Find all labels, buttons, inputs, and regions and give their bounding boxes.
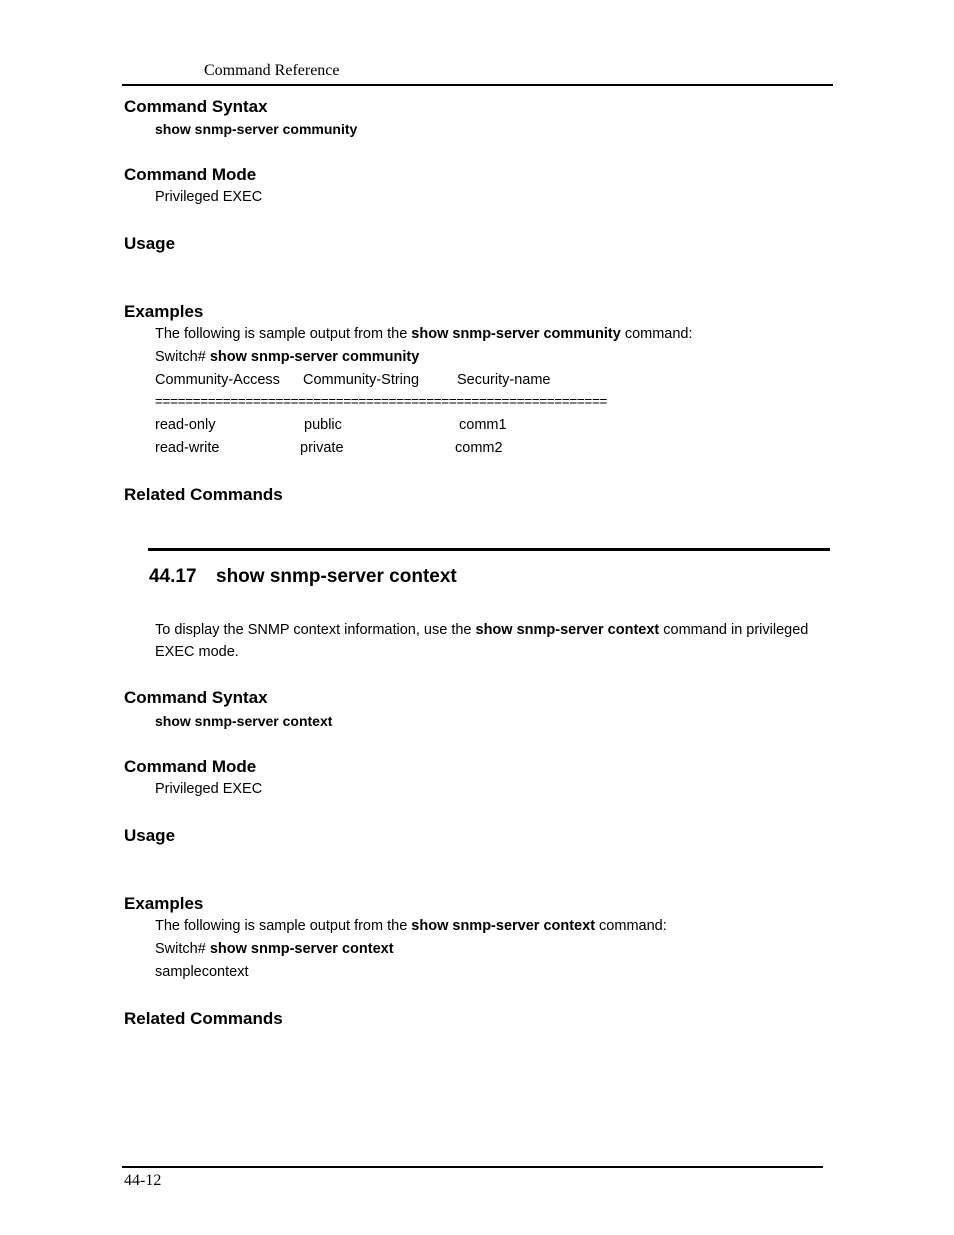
usage-heading: Usage [124, 234, 176, 253]
example-intro: The following is sample output from the show snmp-server context command: [155, 918, 667, 934]
syntax-command: show snmp-server context [155, 713, 333, 729]
table-header-cell: Community-String [303, 372, 420, 388]
table-cell: read-write [155, 440, 220, 456]
example-prompt: Switch# show snmp-server context [155, 941, 394, 957]
section-rule [148, 548, 830, 551]
table-cell: read-only [155, 417, 216, 433]
command-mode-value: Privileged EXEC [155, 781, 263, 797]
footer-rule [122, 1166, 823, 1168]
command-syntax-heading: Command Syntax [124, 97, 268, 116]
related-commands-heading: Related Commands [124, 485, 283, 504]
examples-heading: Examples [124, 894, 204, 913]
example-prompt: Switch# show snmp-server community [155, 349, 420, 365]
examples-heading: Examples [124, 302, 204, 321]
related-commands-heading: Related Commands [124, 1009, 283, 1028]
table-header-cell: Security-name [457, 372, 551, 388]
table-separator: ============================================================ [155, 394, 608, 409]
header-rule [122, 84, 833, 86]
syntax-command: show snmp-server community [155, 121, 358, 137]
section-title-text: show snmp-server context [216, 566, 457, 587]
command-mode-heading: Command Mode [124, 757, 257, 776]
command-mode-heading: Command Mode [124, 165, 257, 184]
table-cell: comm2 [455, 440, 503, 456]
page-number: 44-12 [124, 1172, 162, 1189]
running-header: Command Reference [204, 62, 340, 79]
table-header-cell: Community-Access [155, 372, 280, 388]
table-cell: public [304, 417, 342, 433]
command-syntax-heading: Command Syntax [124, 688, 268, 707]
table-cell: private [300, 440, 344, 456]
table-cell: comm1 [459, 417, 507, 433]
example-output: samplecontext [155, 964, 249, 980]
section-title [149, 566, 457, 588]
example-intro: The following is sample output from the show snmp-server community command: [155, 326, 693, 342]
usage-heading: Usage [124, 826, 176, 845]
section-description: To display the SNMP context information, use the show snmp-server context command in privileged EXEC mode. [155, 622, 809, 660]
command-mode-value: Privileged EXEC [155, 189, 263, 205]
section-number: 44.17 [149, 566, 197, 587]
